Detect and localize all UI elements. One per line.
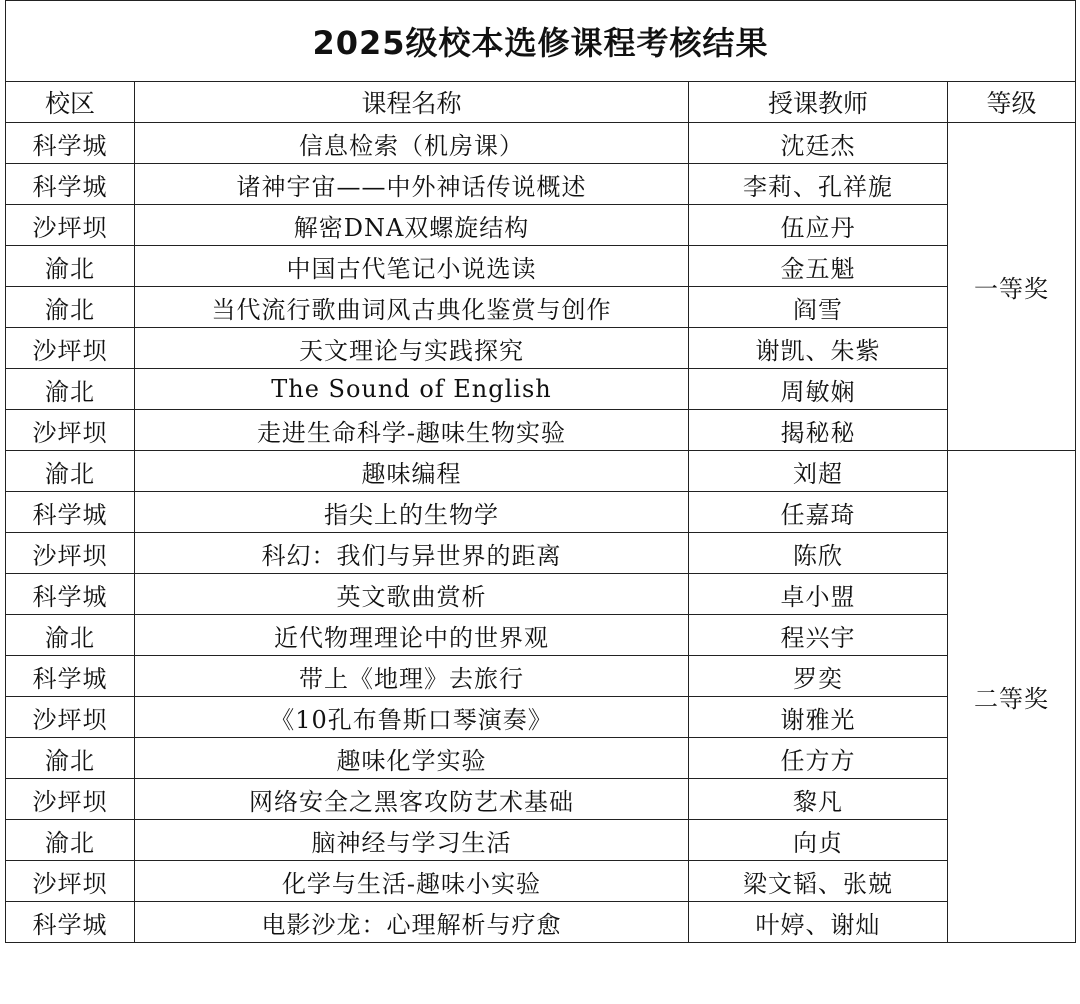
course-name-cell: 化学与生活-趣味小实验: [135, 861, 689, 902]
campus-cell: 渝北: [6, 246, 135, 287]
teacher-cell: 梁文韬、张兢: [689, 861, 948, 902]
campus-cell: 渝北: [6, 820, 135, 861]
header-course-name: 课程名称: [135, 82, 689, 123]
table-row: [6, 656, 1076, 697]
campus-cell: 沙坪坝: [6, 779, 135, 820]
teacher-cell: 沈廷杰: [689, 123, 948, 164]
table-row: [6, 697, 1076, 738]
campus-cell: 沙坪坝: [6, 861, 135, 902]
teacher-cell: 揭秘秘: [689, 410, 948, 451]
course-name-cell: 带上《地理》去旅行: [135, 656, 689, 697]
teacher-cell: 陈欣: [689, 533, 948, 574]
table-row: [6, 328, 1076, 369]
table-row: [6, 369, 1076, 410]
table-row: [6, 410, 1076, 451]
course-name-cell: 走进生命科学-趣味生物实验: [135, 410, 689, 451]
campus-cell: 科学城: [6, 492, 135, 533]
table-row: [6, 123, 1076, 164]
campus-cell: 科学城: [6, 574, 135, 615]
teacher-cell: 黎凡: [689, 779, 948, 820]
course-name-cell: 科幻：我们与异世界的距离: [135, 533, 689, 574]
course-name-cell: 诸神宇宙——中外神话传说概述: [135, 164, 689, 205]
teacher-cell: 阎雪: [689, 287, 948, 328]
teacher-cell: 谢雅光: [689, 697, 948, 738]
teacher-cell: 程兴宇: [689, 615, 948, 656]
course-name-cell: 趣味编程: [135, 451, 689, 492]
table-row: [6, 615, 1076, 656]
table-row: [6, 533, 1076, 574]
campus-cell: 沙坪坝: [6, 697, 135, 738]
table-row: [6, 164, 1076, 205]
teacher-cell: 刘超: [689, 451, 948, 492]
teacher-cell: 任嘉琦: [689, 492, 948, 533]
table-row: [6, 574, 1076, 615]
teacher-cell: 李莉、孔祥旎: [689, 164, 948, 205]
header-level: 等级: [948, 82, 1076, 123]
course-name-cell: 脑神经与学习生活: [135, 820, 689, 861]
campus-cell: 沙坪坝: [6, 533, 135, 574]
course-name-cell: 天文理论与实践探究: [135, 328, 689, 369]
course-name-cell: 解密DNA双螺旋结构: [135, 205, 689, 246]
teacher-cell: 罗奕: [689, 656, 948, 697]
campus-cell: 渝北: [6, 451, 135, 492]
campus-cell: 渝北: [6, 615, 135, 656]
campus-cell: 科学城: [6, 902, 135, 943]
teacher-cell: 叶婷、谢灿: [689, 902, 948, 943]
course-name-cell: 当代流行歌曲词风古典化鉴赏与创作: [135, 287, 689, 328]
course-name-cell: 网络安全之黑客攻防艺术基础: [135, 779, 689, 820]
teacher-cell: 周敏娴: [689, 369, 948, 410]
header-campus: 校区: [6, 82, 135, 123]
course-name-cell: 趣味化学实验: [135, 738, 689, 779]
teacher-cell: 卓小盟: [689, 574, 948, 615]
campus-cell: 科学城: [6, 123, 135, 164]
course-name-cell: 英文歌曲赏析: [135, 574, 689, 615]
award-level-cell: 一等奖: [948, 123, 1076, 451]
course-name-cell: 《10孔布鲁斯口琴演奏》: [135, 697, 689, 738]
campus-cell: 沙坪坝: [6, 205, 135, 246]
header-teacher: 授课教师: [689, 82, 948, 123]
teacher-cell: 伍应丹: [689, 205, 948, 246]
course-name-cell: The Sound of English: [135, 369, 689, 410]
results-table: [5, 0, 1076, 943]
course-name-cell: 信息检索（机房课）: [135, 123, 689, 164]
course-name-cell: 电影沙龙：心理解析与疗愈: [135, 902, 689, 943]
course-name-cell: 近代物理理论中的世界观: [135, 615, 689, 656]
campus-cell: 科学城: [6, 656, 135, 697]
campus-cell: 沙坪坝: [6, 328, 135, 369]
table-row: [6, 287, 1076, 328]
table-row: [6, 820, 1076, 861]
teacher-cell: 任方方: [689, 738, 948, 779]
teacher-cell: 向贞: [689, 820, 948, 861]
title-row: [6, 1, 1076, 82]
table-row: [6, 246, 1076, 287]
teacher-cell: 谢凯、朱紫: [689, 328, 948, 369]
table-row: [6, 861, 1076, 902]
campus-cell: 渝北: [6, 287, 135, 328]
campus-cell: 渝北: [6, 369, 135, 410]
award-level-cell: 二等奖: [948, 451, 1076, 943]
table-row: [6, 492, 1076, 533]
campus-cell: 沙坪坝: [6, 410, 135, 451]
header-row: [6, 82, 1076, 123]
course-name-cell: 指尖上的生物学: [135, 492, 689, 533]
campus-cell: 科学城: [6, 164, 135, 205]
table-row: [6, 451, 1076, 492]
campus-cell: 渝北: [6, 738, 135, 779]
table-body: [6, 1, 1076, 943]
table-title: 2025级校本选修课程考核结果: [6, 1, 1076, 82]
course-name-cell: 中国古代笔记小说选读: [135, 246, 689, 287]
table-row: [6, 902, 1076, 943]
teacher-cell: 金五魁: [689, 246, 948, 287]
table-row: [6, 205, 1076, 246]
table-row: [6, 738, 1076, 779]
table-row: [6, 779, 1076, 820]
